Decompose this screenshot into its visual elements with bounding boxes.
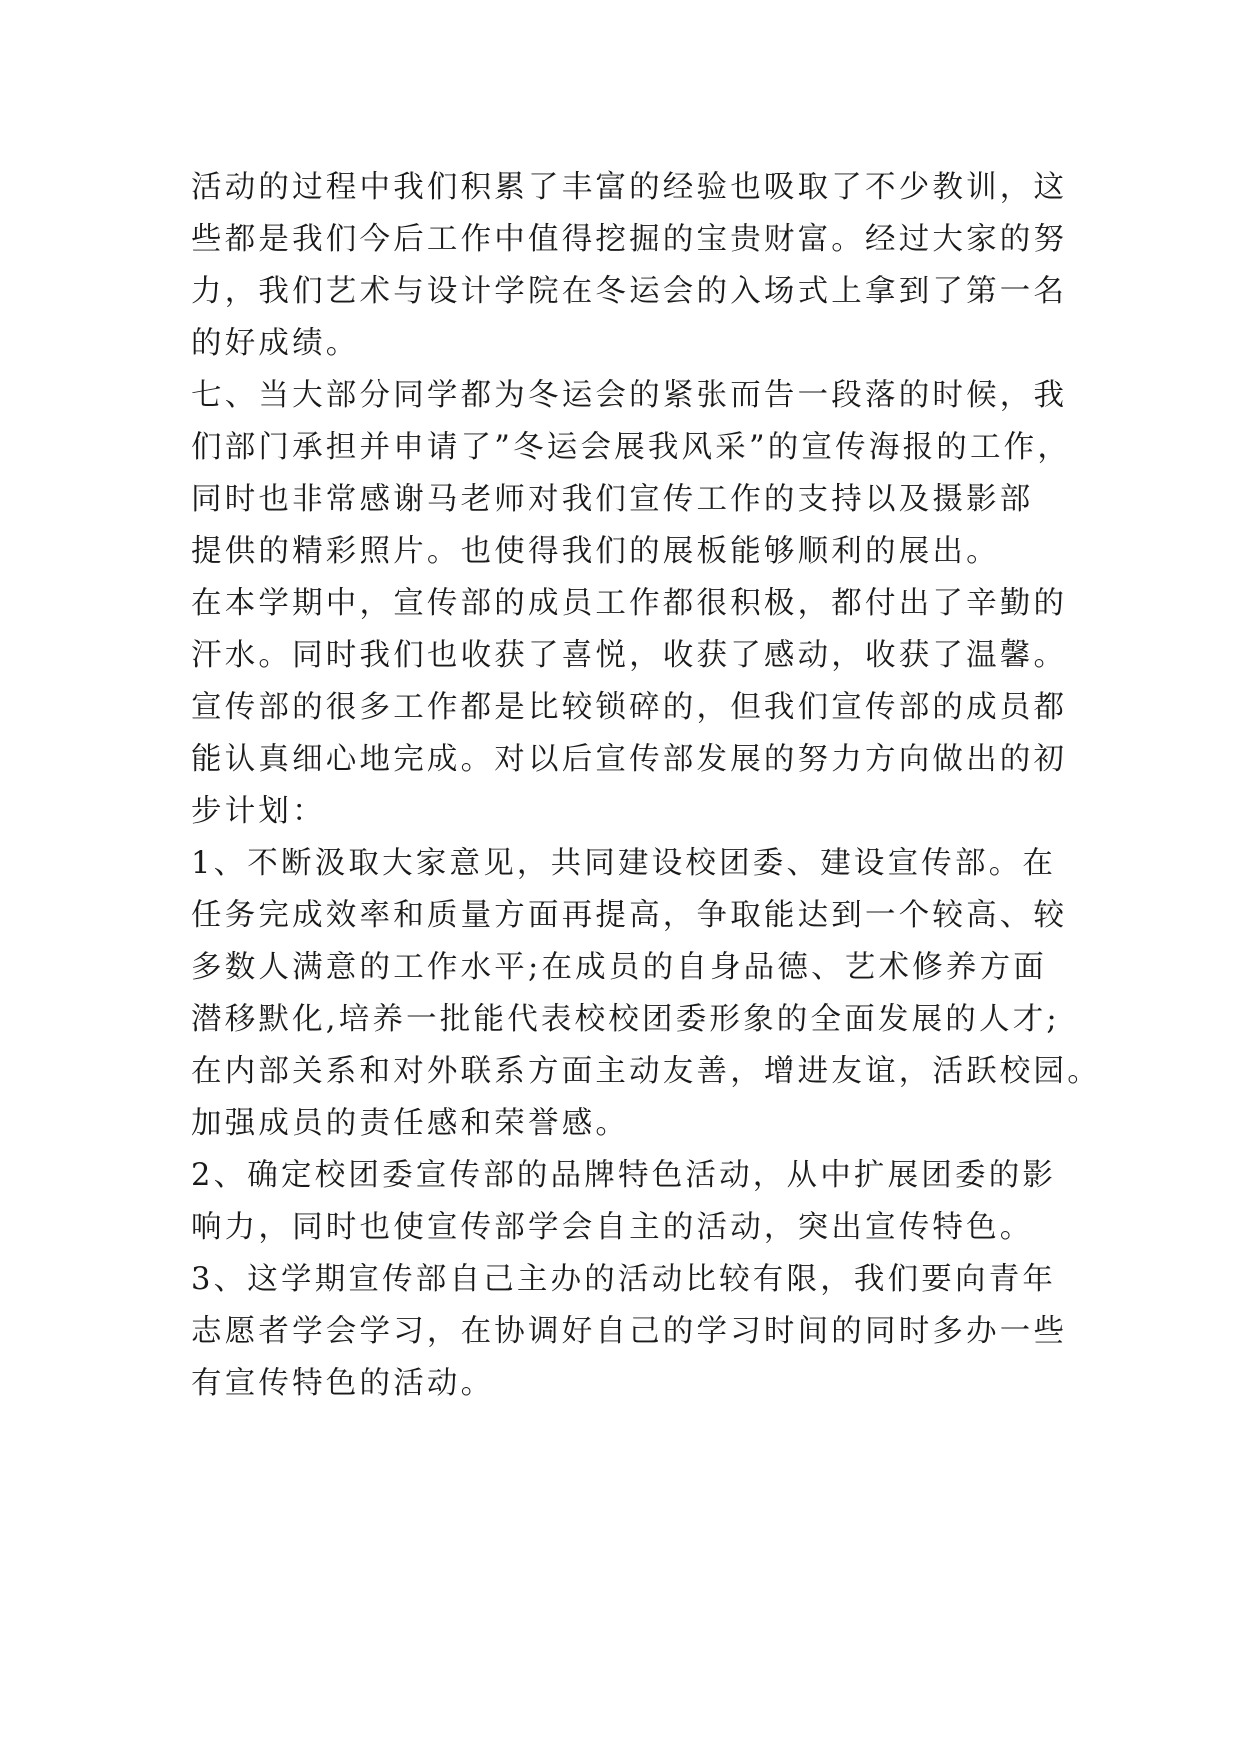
text-line: 加强成员的责任感和荣誉感。 (191, 1106, 630, 1141)
text-line: 提供的精彩照片。也使得我们的展板能够顺利的展出。 (191, 534, 1000, 569)
text-line: 潜移默化,培养一批能代表校校团委形象的全面发展的人才; (191, 1002, 1060, 1037)
text-line: 们部门承担并申请了”冬运会展我风采”的宣传海报的工作， (191, 430, 1072, 465)
document-body (191, 162, 1101, 1410)
text-line: 活动的过程中我们积累了丰富的经验也吸取了不少教训，这 (191, 170, 1068, 205)
text-line: 汗水。同时我们也收获了喜悦，收获了感动，收获了温馨。 (191, 638, 1068, 673)
text-line: 有宣传特色的活动。 (191, 1366, 495, 1401)
text-line: 在内部关系和对外联系方面主动友善，增进友谊，活跃校园。 (191, 1054, 1101, 1089)
text-line: 七、当大部分同学都为冬运会的紧张而告一段落的时候，我 (191, 378, 1068, 413)
text-line: 志愿者学会学习，在协调好自己的学习时间的同时多办一些 (191, 1314, 1068, 1349)
text-line: 的好成绩。 (191, 326, 360, 361)
text-line: 些都是我们今后工作中值得挖掘的宝贵财富。经过大家的努 (191, 222, 1068, 257)
text-line: 1、不断汲取大家意见，共同建设校团委、建设宣传部。在 (191, 846, 1057, 881)
text-line: 同时也非常感谢马老师对我们宣传工作的支持以及摄影部 (191, 482, 1034, 517)
text-line: 3、这学期宣传部自己主办的活动比较有限，我们要向青年 (191, 1262, 1057, 1297)
text-line: 步计划： (191, 794, 326, 829)
text-line: 在本学期中，宣传部的成员工作都很积极，都付出了辛勤的 (191, 586, 1068, 621)
text-line: 2、确定校团委宣传部的品牌特色活动，从中扩展团委的影 (191, 1158, 1057, 1193)
text-line: 响力，同时也使宣传部学会自主的活动，突出宣传特色。 (191, 1210, 1034, 1245)
text-line: 任务完成效率和质量方面再提高，争取能达到一个较高、较 (191, 898, 1068, 933)
text-line: 能认真细心地完成。对以后宣传部发展的努力方向做出的初 (191, 742, 1068, 777)
text-line: 力，我们艺术与设计学院在冬运会的入场式上拿到了第一名 (191, 274, 1068, 309)
text-line: 宣传部的很多工作都是比较锁碎的，但我们宣传部的成员都 (191, 690, 1068, 725)
text-line: 多数人满意的工作水平;在成员的自身品德、艺术修养方面 (191, 950, 1047, 985)
